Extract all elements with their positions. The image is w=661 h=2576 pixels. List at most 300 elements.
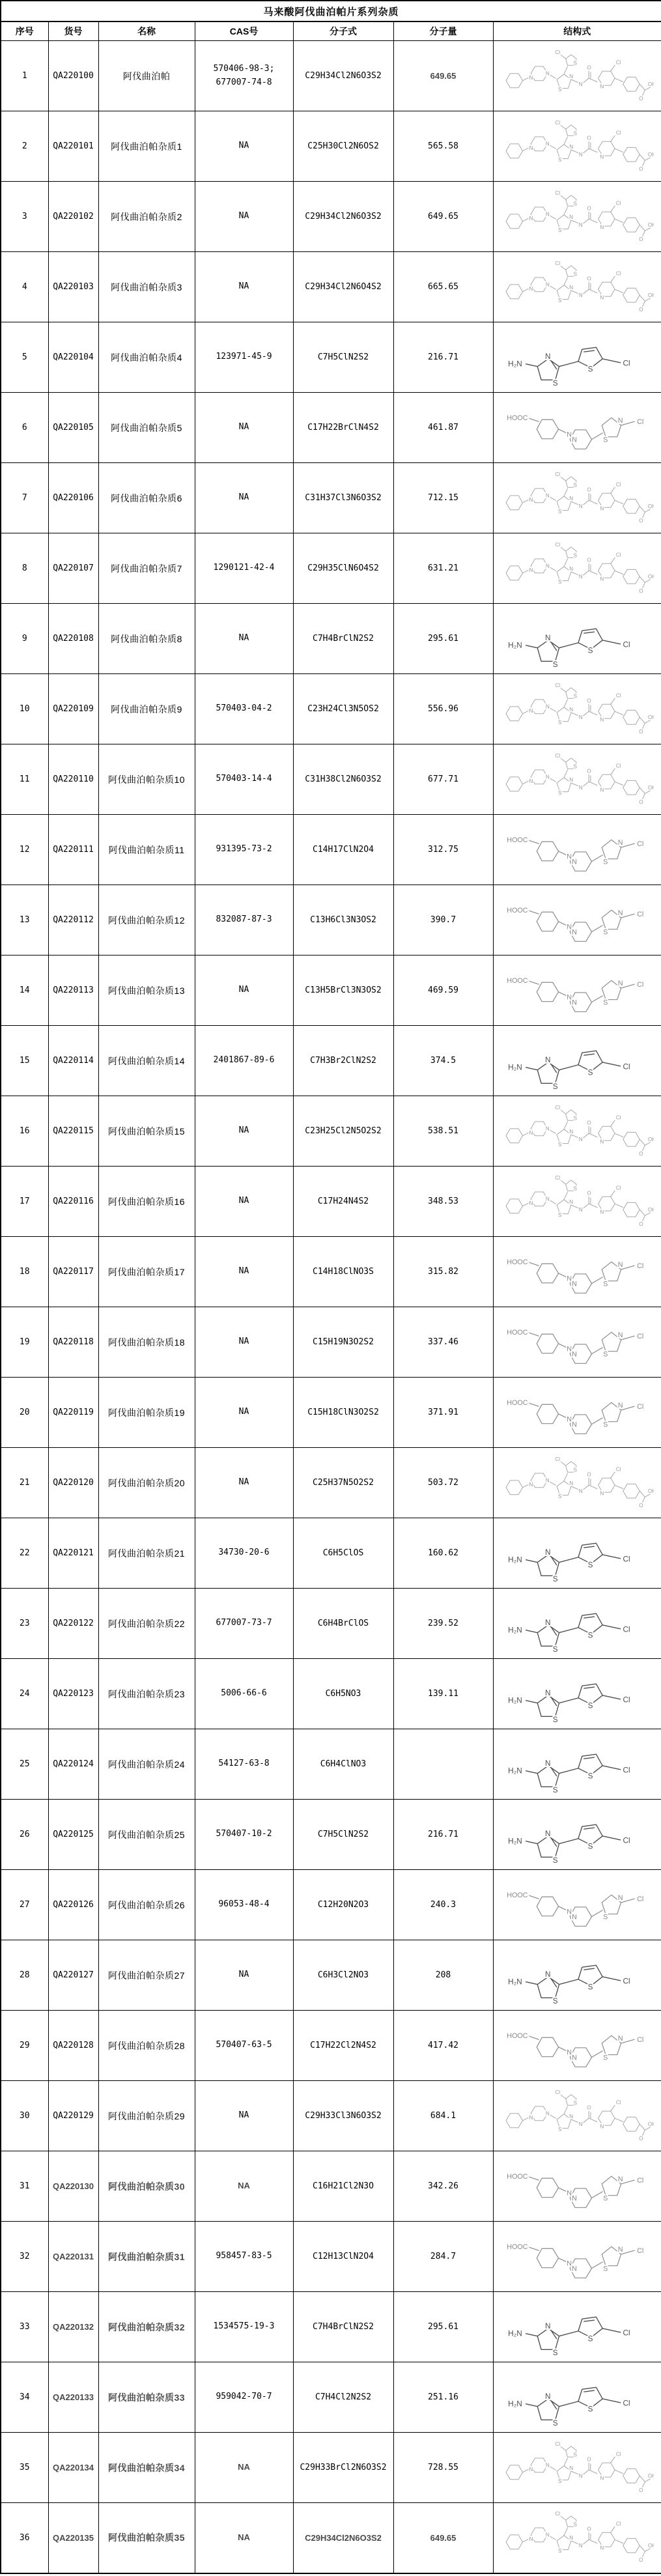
- name-cell: 阿伐曲泊帕杂质14: [98, 1026, 195, 1096]
- molecule-structure-medium: [500, 396, 654, 460]
- molecular-weight-cell: 712.15: [393, 463, 493, 533]
- cas-number-cell: NA: [195, 463, 293, 533]
- cas-number-cell: 96053-48-4: [195, 1870, 293, 1940]
- catalog-number-cell: QA220108: [48, 604, 98, 674]
- table-row: [1, 2362, 661, 2433]
- serial-cell: 27: [1, 1870, 48, 1940]
- structure-cell: [493, 885, 661, 955]
- molecular-weight-cell: 240.3: [393, 1870, 493, 1940]
- formula-cell: C17H24N4S2: [293, 1167, 393, 1237]
- cas-number-cell: 123971-45-9: [195, 322, 293, 393]
- catalog-number-cell: QA220110: [48, 744, 98, 815]
- catalog-number-cell: QA220113: [48, 955, 98, 1026]
- table-row: [1, 2433, 661, 2503]
- formula-cell: C14H17ClN2O4: [293, 815, 393, 885]
- table-row: [1, 604, 661, 674]
- formula-cell: C13H6Cl3N3OS2: [293, 885, 393, 955]
- structure-cell: [493, 1589, 661, 1659]
- molecule-structure-complex: [500, 2084, 654, 2148]
- molecular-weight-cell: 677.71: [393, 744, 493, 815]
- cas-number-cell: NA: [195, 1167, 293, 1237]
- column-header-row: [1, 21, 661, 41]
- table-row: [1, 111, 661, 182]
- name-cell: 阿伐曲泊帕杂质28: [98, 2011, 195, 2081]
- structure-cell: [493, 1729, 661, 1800]
- molecular-weight-cell: 295.61: [393, 2292, 493, 2362]
- cas-number-cell: NA: [195, 1378, 293, 1448]
- cas-number-cell: 677007-73-7: [195, 1589, 293, 1659]
- name-cell: 阿伐曲泊帕杂质9: [98, 674, 195, 744]
- structure-cell: [493, 41, 661, 111]
- name-cell: 阿伐曲泊帕杂质6: [98, 463, 195, 533]
- formula-cell: C29H33Cl3N6O3S2: [293, 2081, 393, 2151]
- column-header-formula: 分子式: [293, 21, 393, 41]
- serial-cell: 28: [1, 1940, 48, 2011]
- cas-number-cell: 931395-73-2: [195, 815, 293, 885]
- serial-cell: 25: [1, 1729, 48, 1800]
- catalog-number-cell: QA220130: [48, 2151, 98, 2222]
- molecule-structure-medium: [500, 818, 654, 882]
- molecule-structure-simple: [500, 1592, 654, 1656]
- molecular-weight-cell: 665.65: [393, 252, 493, 322]
- serial-cell: 35: [1, 2433, 48, 2503]
- name-cell: 阿伐曲泊帕杂质24: [98, 1729, 195, 1800]
- serial-cell: 7: [1, 463, 48, 533]
- molecule-structure-simple: [500, 1944, 654, 2007]
- table-row: [1, 1729, 661, 1800]
- molecule-structure-medium: [500, 2014, 654, 2078]
- serial-cell: 8: [1, 533, 48, 604]
- cas-number-cell: NA: [195, 111, 293, 182]
- molecular-weight-cell: 371.91: [393, 1378, 493, 1448]
- name-cell: 阿伐曲泊帕杂质10: [98, 744, 195, 815]
- name-cell: 阿伐曲泊帕杂质4: [98, 322, 195, 393]
- formula-cell: C23H25Cl2N5O2S2: [293, 1096, 393, 1167]
- catalog-number-cell: QA220127: [48, 1940, 98, 2011]
- formula-cell: C29H35ClN6O4S2: [293, 533, 393, 604]
- cas-number-cell: NA: [195, 1096, 293, 1167]
- catalog-number-cell: QA220111: [48, 815, 98, 885]
- catalog-number-cell: QA220107: [48, 533, 98, 604]
- name-cell: 阿伐曲泊帕杂质35: [98, 2503, 195, 2573]
- formula-cell: C6H4ClNO3: [293, 1729, 393, 1800]
- serial-cell: 6: [1, 393, 48, 463]
- structure-cell: [493, 1378, 661, 1448]
- cas-number-cell: NA: [195, 2151, 293, 2222]
- name-cell: 阿伐曲泊帕杂质12: [98, 885, 195, 955]
- structure-cell: [493, 252, 661, 322]
- name-cell: 阿伐曲泊帕杂质8: [98, 604, 195, 674]
- serial-cell: 30: [1, 2081, 48, 2151]
- cas-number-cell: NA: [195, 1307, 293, 1378]
- catalog-number-cell: QA220120: [48, 1448, 98, 1518]
- molecule-structure-complex: [500, 1451, 654, 1515]
- catalog-number-cell: QA220122: [48, 1589, 98, 1659]
- table-row: [1, 744, 661, 815]
- formula-cell: C7H4BrClN2S2: [293, 2292, 393, 2362]
- structure-cell: [493, 2151, 661, 2222]
- formula-cell: C13H5BrCl3N3OS2: [293, 955, 393, 1026]
- column-header-structure: 结构式: [493, 21, 661, 41]
- structure-cell: [493, 1096, 661, 1167]
- molecular-weight-cell: 649.65: [393, 182, 493, 252]
- table-row: [1, 2011, 661, 2081]
- table-row: [1, 1307, 661, 1378]
- molecular-weight-cell: 208: [393, 1940, 493, 2011]
- molecule-structure-simple: [500, 1522, 654, 1585]
- cas-number-cell: 5006-66-6: [195, 1659, 293, 1729]
- table-row: [1, 1026, 661, 1096]
- name-cell: 阿伐曲泊帕杂质25: [98, 1800, 195, 1870]
- title-row: [1, 1, 661, 21]
- catalog-number-cell: QA220112: [48, 885, 98, 955]
- structure-cell: [493, 2222, 661, 2292]
- molecule-structure-medium: [500, 888, 654, 952]
- formula-cell: C15H19N3O2S2: [293, 1307, 393, 1378]
- cas-number-cell: 570403-14-4: [195, 744, 293, 815]
- molecular-weight-cell: 315.82: [393, 1237, 493, 1307]
- table-row: [1, 1940, 661, 2011]
- catalog-number-cell: QA220104: [48, 322, 98, 393]
- serial-cell: 15: [1, 1026, 48, 1096]
- serial-cell: 11: [1, 744, 48, 815]
- table-row: [1, 1800, 661, 1870]
- cas-number-cell: 34730-20-6: [195, 1518, 293, 1589]
- formula-cell: C29H34Cl2N6O3S2: [293, 182, 393, 252]
- serial-cell: 10: [1, 674, 48, 744]
- cas-number-cell: 570403-04-2: [195, 674, 293, 744]
- formula-cell: C7H4BrClN2S2: [293, 604, 393, 674]
- table-row: [1, 1378, 661, 1448]
- molecule-structure-simple: [500, 1662, 654, 1726]
- name-cell: 阿伐曲泊帕杂质3: [98, 252, 195, 322]
- structure-cell: [493, 1237, 661, 1307]
- catalog-number-cell: QA220100: [48, 41, 98, 111]
- table-row: [1, 463, 661, 533]
- name-cell: 阿伐曲泊帕杂质7: [98, 533, 195, 604]
- name-cell: 阿伐曲泊帕杂质13: [98, 955, 195, 1026]
- catalog-number-cell: QA220117: [48, 1237, 98, 1307]
- serial-cell: 16: [1, 1096, 48, 1167]
- molecular-weight-cell: 565.58: [393, 111, 493, 182]
- column-header-molecular-weight: 分子量: [393, 21, 493, 41]
- formula-cell: C17H22Cl2N4S2: [293, 2011, 393, 2081]
- structure-cell: [493, 674, 661, 744]
- cas-number-cell: NA: [195, 2503, 293, 2573]
- name-cell: 阿伐曲泊帕杂质5: [98, 393, 195, 463]
- column-header-serial: 序号: [1, 21, 48, 41]
- name-cell: 阿伐曲泊帕: [98, 41, 195, 111]
- catalog-number-cell: QA220116: [48, 1167, 98, 1237]
- cas-number-cell: NA: [195, 1237, 293, 1307]
- molecular-weight-cell: 469.59: [393, 955, 493, 1026]
- formula-cell: C14H18ClNO3S: [293, 1237, 393, 1307]
- catalog-number-cell: QA220103: [48, 252, 98, 322]
- serial-cell: 29: [1, 2011, 48, 2081]
- structure-cell: [493, 2503, 661, 2573]
- name-cell: 阿伐曲泊帕杂质23: [98, 1659, 195, 1729]
- formula-cell: C6H3Cl2NO3: [293, 1940, 393, 2011]
- molecular-weight-cell: 684.1: [393, 2081, 493, 2151]
- name-cell: 阿伐曲泊帕杂质17: [98, 1237, 195, 1307]
- catalog-number-cell: QA220121: [48, 1518, 98, 1589]
- table-row: [1, 533, 661, 604]
- formula-cell: C12H20N2O3: [293, 1870, 393, 1940]
- structure-cell: [493, 2292, 661, 2362]
- table-row: [1, 2503, 661, 2573]
- name-cell: 阿伐曲泊帕杂质22: [98, 1589, 195, 1659]
- structure-cell: [493, 604, 661, 674]
- cas-number-cell: 570407-10-2: [195, 1800, 293, 1870]
- formula-cell: C16H21Cl2N3O: [293, 2151, 393, 2222]
- molecule-structure-medium: [500, 1873, 654, 1937]
- serial-cell: 22: [1, 1518, 48, 1589]
- table-row: [1, 815, 661, 885]
- serial-cell: 24: [1, 1659, 48, 1729]
- structure-cell: [493, 463, 661, 533]
- molecular-weight-cell: 374.5: [393, 1026, 493, 1096]
- structure-cell: [493, 815, 661, 885]
- name-cell: 阿伐曲泊帕杂质31: [98, 2222, 195, 2292]
- formula-cell: C31H37Cl3N6O3S2: [293, 463, 393, 533]
- molecular-weight-cell: 649.65: [393, 41, 493, 111]
- name-cell: 阿伐曲泊帕杂质15: [98, 1096, 195, 1167]
- name-cell: 阿伐曲泊帕杂质19: [98, 1378, 195, 1448]
- catalog-number-cell: QA220132: [48, 2292, 98, 2362]
- table-row: [1, 1518, 661, 1589]
- cas-number-cell: NA: [195, 604, 293, 674]
- molecular-weight-cell: 337.46: [393, 1307, 493, 1378]
- cas-number-cell: NA: [195, 182, 293, 252]
- name-cell: 阿伐曲泊帕杂质20: [98, 1448, 195, 1518]
- cas-number-cell: NA: [195, 1448, 293, 1518]
- serial-cell: 34: [1, 2362, 48, 2433]
- name-cell: 阿伐曲泊帕杂质11: [98, 815, 195, 885]
- serial-cell: 26: [1, 1800, 48, 1870]
- table-head: [1, 1, 661, 41]
- catalog-number-cell: QA220124: [48, 1729, 98, 1800]
- structure-cell: [493, 1026, 661, 1096]
- formula-cell: C6H5ClOS: [293, 1518, 393, 1589]
- molecular-weight-cell: 538.51: [393, 1096, 493, 1167]
- catalog-number-cell: QA220109: [48, 674, 98, 744]
- table-row: [1, 182, 661, 252]
- structure-cell: [493, 1870, 661, 1940]
- molecule-structure-complex: [500, 115, 654, 178]
- structure-cell: [493, 2011, 661, 2081]
- molecule-structure-complex: [500, 2436, 654, 2500]
- structure-cell: [493, 1167, 661, 1237]
- table-row: [1, 2222, 661, 2292]
- cas-number-cell: 570406-98-3; 677007-74-8: [195, 41, 293, 111]
- cas-number-cell: NA: [195, 2081, 293, 2151]
- serial-cell: 2: [1, 111, 48, 182]
- table-row: [1, 252, 661, 322]
- catalog-number-cell: QA220128: [48, 2011, 98, 2081]
- serial-cell: 9: [1, 604, 48, 674]
- serial-cell: 19: [1, 1307, 48, 1378]
- table-body: [1, 41, 661, 2573]
- catalog-number-cell: QA220134: [48, 2433, 98, 2503]
- column-header-cas-number: CAS号: [195, 21, 293, 41]
- structure-cell: [493, 2362, 661, 2433]
- cas-number-cell: 959042-70-7: [195, 2362, 293, 2433]
- molecule-structure-simple: [500, 2295, 654, 2359]
- catalog-number-cell: QA220102: [48, 182, 98, 252]
- serial-cell: 5: [1, 322, 48, 393]
- structure-cell: [493, 1659, 661, 1729]
- serial-cell: 3: [1, 182, 48, 252]
- structure-cell: [493, 1448, 661, 1518]
- serial-cell: 17: [1, 1167, 48, 1237]
- formula-cell: C7H5ClN2S2: [293, 322, 393, 393]
- molecular-weight-cell: 160.62: [393, 1518, 493, 1589]
- molecular-weight-cell: 216.71: [393, 322, 493, 393]
- catalog-number-cell: QA220131: [48, 2222, 98, 2292]
- molecular-weight-cell: 342.26: [393, 2151, 493, 2222]
- formula-cell: C7H4Cl2N2S2: [293, 2362, 393, 2433]
- molecule-structure-simple: [500, 1733, 654, 1796]
- catalog-number-cell: QA220135: [48, 2503, 98, 2573]
- structure-cell: [493, 1307, 661, 1378]
- cas-number-cell: NA: [195, 1940, 293, 2011]
- table-row: [1, 2292, 661, 2362]
- table-row: [1, 1167, 661, 1237]
- serial-cell: 18: [1, 1237, 48, 1307]
- formula-cell: C23H24Cl3N5OS2: [293, 674, 393, 744]
- name-cell: 阿伐曲泊帕杂质18: [98, 1307, 195, 1378]
- serial-cell: 32: [1, 2222, 48, 2292]
- cas-number-cell: NA: [195, 955, 293, 1026]
- serial-cell: 1: [1, 41, 48, 111]
- formula-cell: C7H5ClN2S2: [293, 1800, 393, 1870]
- molecular-weight-cell: 503.72: [393, 1448, 493, 1518]
- cas-number-cell: NA: [195, 2433, 293, 2503]
- name-cell: 阿伐曲泊帕杂质29: [98, 2081, 195, 2151]
- molecular-weight-cell: 295.61: [393, 604, 493, 674]
- name-cell: 阿伐曲泊帕杂质26: [98, 1870, 195, 1940]
- molecule-structure-medium: [500, 2155, 654, 2218]
- cas-number-cell: 2401867-89-6: [195, 1026, 293, 1096]
- name-cell: 阿伐曲泊帕杂质2: [98, 182, 195, 252]
- formula-cell: C6H4BrClOS: [293, 1589, 393, 1659]
- serial-cell: 36: [1, 2503, 48, 2573]
- catalog-number-cell: QA220114: [48, 1026, 98, 1096]
- molecule-structure-medium: [500, 959, 654, 1023]
- serial-cell: 23: [1, 1589, 48, 1659]
- table-row: [1, 322, 661, 393]
- molecule-structure-medium: [500, 2225, 654, 2289]
- molecular-weight-cell: 556.96: [393, 674, 493, 744]
- structure-cell: [493, 744, 661, 815]
- page-title: 马来酸阿伐曲泊帕片系列杂质: [1, 1, 661, 21]
- cas-number-cell: 54127-63-8: [195, 1729, 293, 1800]
- molecule-structure-complex: [500, 1099, 654, 1163]
- name-cell: 阿伐曲泊帕杂质30: [98, 2151, 195, 2222]
- molecular-weight-cell: 239.52: [393, 1589, 493, 1659]
- table-row: [1, 674, 661, 744]
- structure-cell: [493, 955, 661, 1026]
- serial-cell: 20: [1, 1378, 48, 1448]
- serial-cell: 13: [1, 885, 48, 955]
- molecular-weight-cell: 216.71: [393, 1800, 493, 1870]
- molecular-weight-cell: 461.87: [393, 393, 493, 463]
- molecular-weight-cell: 631.21: [393, 533, 493, 604]
- formula-cell: C6H5NO3: [293, 1659, 393, 1729]
- molecule-structure-simple: [500, 2366, 654, 2429]
- cas-number-cell: 1534575-19-3: [195, 2292, 293, 2362]
- molecular-weight-cell: 348.53: [393, 1167, 493, 1237]
- table-row: [1, 1448, 661, 1518]
- table-row: [1, 955, 661, 1026]
- serial-cell: 33: [1, 2292, 48, 2362]
- structure-cell: [493, 1940, 661, 2011]
- molecule-structure-medium: [500, 1381, 654, 1445]
- formula-cell: C7H3Br2ClN2S2: [293, 1026, 393, 1096]
- table-row: [1, 1237, 661, 1307]
- molecular-weight-cell: 728.55: [393, 2433, 493, 2503]
- table-row: [1, 885, 661, 955]
- table-row: [1, 1096, 661, 1167]
- formula-cell: C15H18ClN3O2S2: [293, 1378, 393, 1448]
- molecular-weight-cell: 649.65: [393, 2503, 493, 2573]
- molecule-structure-complex: [500, 466, 654, 530]
- catalog-number-cell: QA220105: [48, 393, 98, 463]
- name-cell: 阿伐曲泊帕杂质33: [98, 2362, 195, 2433]
- cas-number-cell: 1290121-42-4: [195, 533, 293, 604]
- table-row: [1, 2081, 661, 2151]
- molecule-structure-complex: [500, 255, 654, 319]
- catalog-number-cell: QA220115: [48, 1096, 98, 1167]
- formula-cell: C29H34Cl2N6O4S2: [293, 252, 393, 322]
- molecule-structure-simple: [500, 607, 654, 671]
- structure-cell: [493, 322, 661, 393]
- formula-cell: C29H33BrCl2N6O3S2: [293, 2433, 393, 2503]
- structure-cell: [493, 1518, 661, 1589]
- catalog-number-cell: QA220123: [48, 1659, 98, 1729]
- cas-number-cell: 832087-87-3: [195, 885, 293, 955]
- molecular-weight-cell: 417.42: [393, 2011, 493, 2081]
- catalog-number-cell: QA220106: [48, 463, 98, 533]
- catalog-number-cell: QA220129: [48, 2081, 98, 2151]
- cas-number-cell: NA: [195, 252, 293, 322]
- table-row: [1, 1870, 661, 1940]
- name-cell: 阿伐曲泊帕杂质34: [98, 2433, 195, 2503]
- cas-number-cell: NA: [195, 393, 293, 463]
- structure-cell: [493, 2081, 661, 2151]
- structure-cell: [493, 182, 661, 252]
- name-cell: 阿伐曲泊帕杂质1: [98, 111, 195, 182]
- molecule-structure-complex: [500, 44, 654, 108]
- table-row: [1, 393, 661, 463]
- serial-cell: 14: [1, 955, 48, 1026]
- molecular-weight-cell: [393, 1729, 493, 1800]
- catalog-number-cell: QA220125: [48, 1800, 98, 1870]
- molecule-structure-simple: [500, 1803, 654, 1867]
- formula-cell: C25H37N5O2S2: [293, 1448, 393, 1518]
- catalog-number-cell: QA220133: [48, 2362, 98, 2433]
- table-row: [1, 1589, 661, 1659]
- molecule-structure-simple: [500, 1029, 654, 1093]
- catalog-number-cell: QA220126: [48, 1870, 98, 1940]
- molecule-structure-complex: [500, 1170, 654, 1234]
- molecule-structure-complex: [500, 677, 654, 741]
- molecule-structure-medium: [500, 1310, 654, 1374]
- molecular-weight-cell: 312.75: [393, 815, 493, 885]
- molecular-weight-cell: 390.7: [393, 885, 493, 955]
- table-row: [1, 41, 661, 111]
- structure-cell: [493, 111, 661, 182]
